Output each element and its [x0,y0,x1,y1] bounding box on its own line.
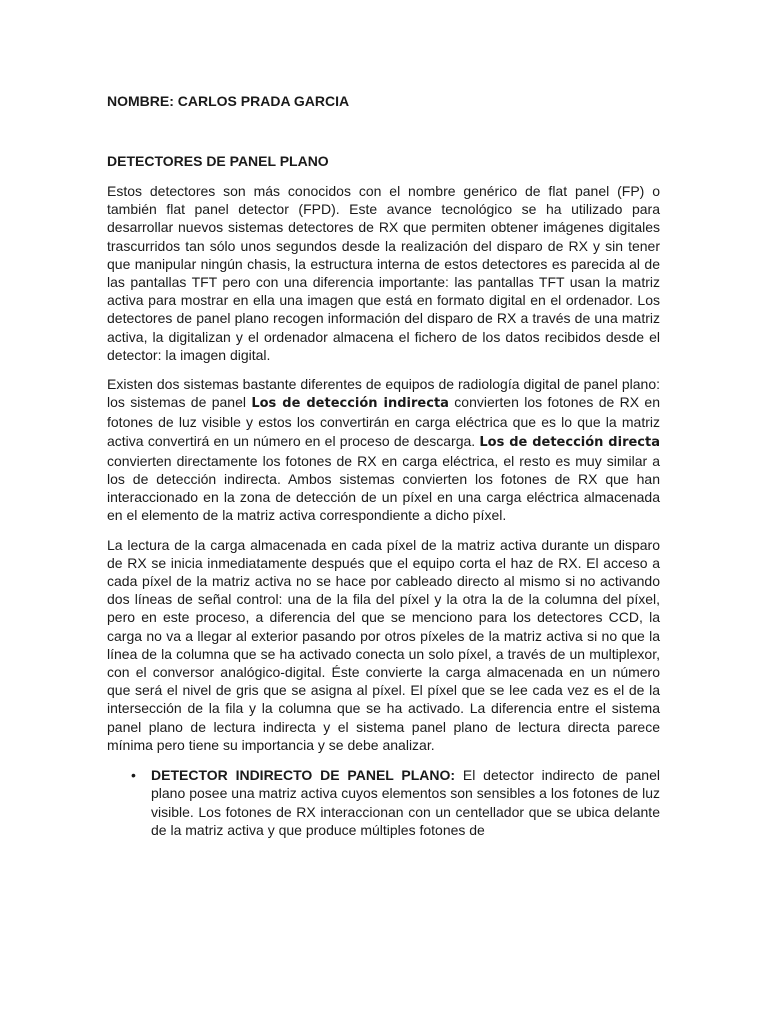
bullet-text: El detector indirecto de panel plano posee una matriz activa cuyos elementos son sensibles a los fotones de luz visible. Los fotones de RX interaccionan con un centellador que se ubica delante de la matriz activa y que produce múltiples fotones de [151,767,660,838]
paragraph-systems-text-3: convierten directamente los fotones de RX en carga eléctrica, el resto es muy similar a los de detección indirecta. Ambos sistemas convierten los fotones de RX que han interaccionado en la zona de detección de un píxel en una carga eléctrica almacenada en el elemento de la matriz activa correspondiente a dicho píxel. [107,452,660,524]
bold-direct-detection: Los de detección directa [479,434,660,450]
paragraph-systems-text-1: Existen dos sistemas bastante diferentes de equipos de radiología digital de panel plano: los sistemas de panel [107,376,660,411]
section-title: DETECTORES DE PANEL PLANO [107,153,329,169]
document-page [107,92,660,839]
paragraph-systems [107,375,660,525]
paragraph-systems-text-2: convierten los fotones de RX en fotones de luz visible y estos los convertirán en carga eléctrica que es lo que la matriz activa convertirá en un número en el proceso de descarga. [107,394,660,449]
bold-indirect-detection: Los de detección indirecta [251,396,449,412]
author-name: NOMBRE: CARLOS PRADA GARCIA [107,93,350,109]
paragraph-reading: La lectura de la carga almacenada en cada píxel de la matriz activa durante un disparo de RX se inicia inmediatamente después que el equipo corta el haz de RX. El acceso a cada píxel de la matriz activa no se hace por cableado directo al mismo si no activando dos líneas de señal control: una de la fila del píxel y la otra la de la columna del píxel, pero en este proceso, a diferencia del que se menciono para los detectores CCD, la carga no va a llegar al exterior pasando por otros píxeles de la matriz activa si no que la línea de la columna que se ha activado conecta un solo píxel, a través de un multiplexor, con el conversor analógico-digital. Éste convierte la carga almacenada en un número que será el nivel de gris que se asigna al píxel. El píxel que se lee cada vez es el de la intersección de la fila y la columna que se ha activado. La diferencia entre el sistema panel plano de lectura indirecta y el sistema panel plano de lectura directa parece mínima pero tiene su importancia y se debe analizar. [107,536,660,753]
bullet-list [107,766,660,839]
bullet-marker: • [131,767,136,784]
list-item [131,766,660,839]
bullet-heading: DETECTOR INDIRECTO DE PANEL PLANO: [151,767,456,784]
paragraph-intro: Estos detectores son más conocidos con el nombre genérico de flat panel (FP) o también flat panel detector (FPD). Este avance tecnológico se ha utilizado para desarrollar nuevos sistemas detectores de RX que permiten obtener imágenes digitales trascurridos tan sólo unos segundos desde la realización del disparo de RX y sin tener que manipular ningún chasis, la estructura interna de estos detectores es parecida al de las pantallas TFT pero con una diferencia importante: las pantallas TFT usan la matriz activa para mostrar en ella una imagen que está en formato digital en el ordenador. Los detectores de panel plano recogen información del disparo de RX a través de una matriz activa, la digitalizan y el ordenador almacena el fichero de los datos recibidos desde el detector: la imagen digital. [107,183,660,363]
